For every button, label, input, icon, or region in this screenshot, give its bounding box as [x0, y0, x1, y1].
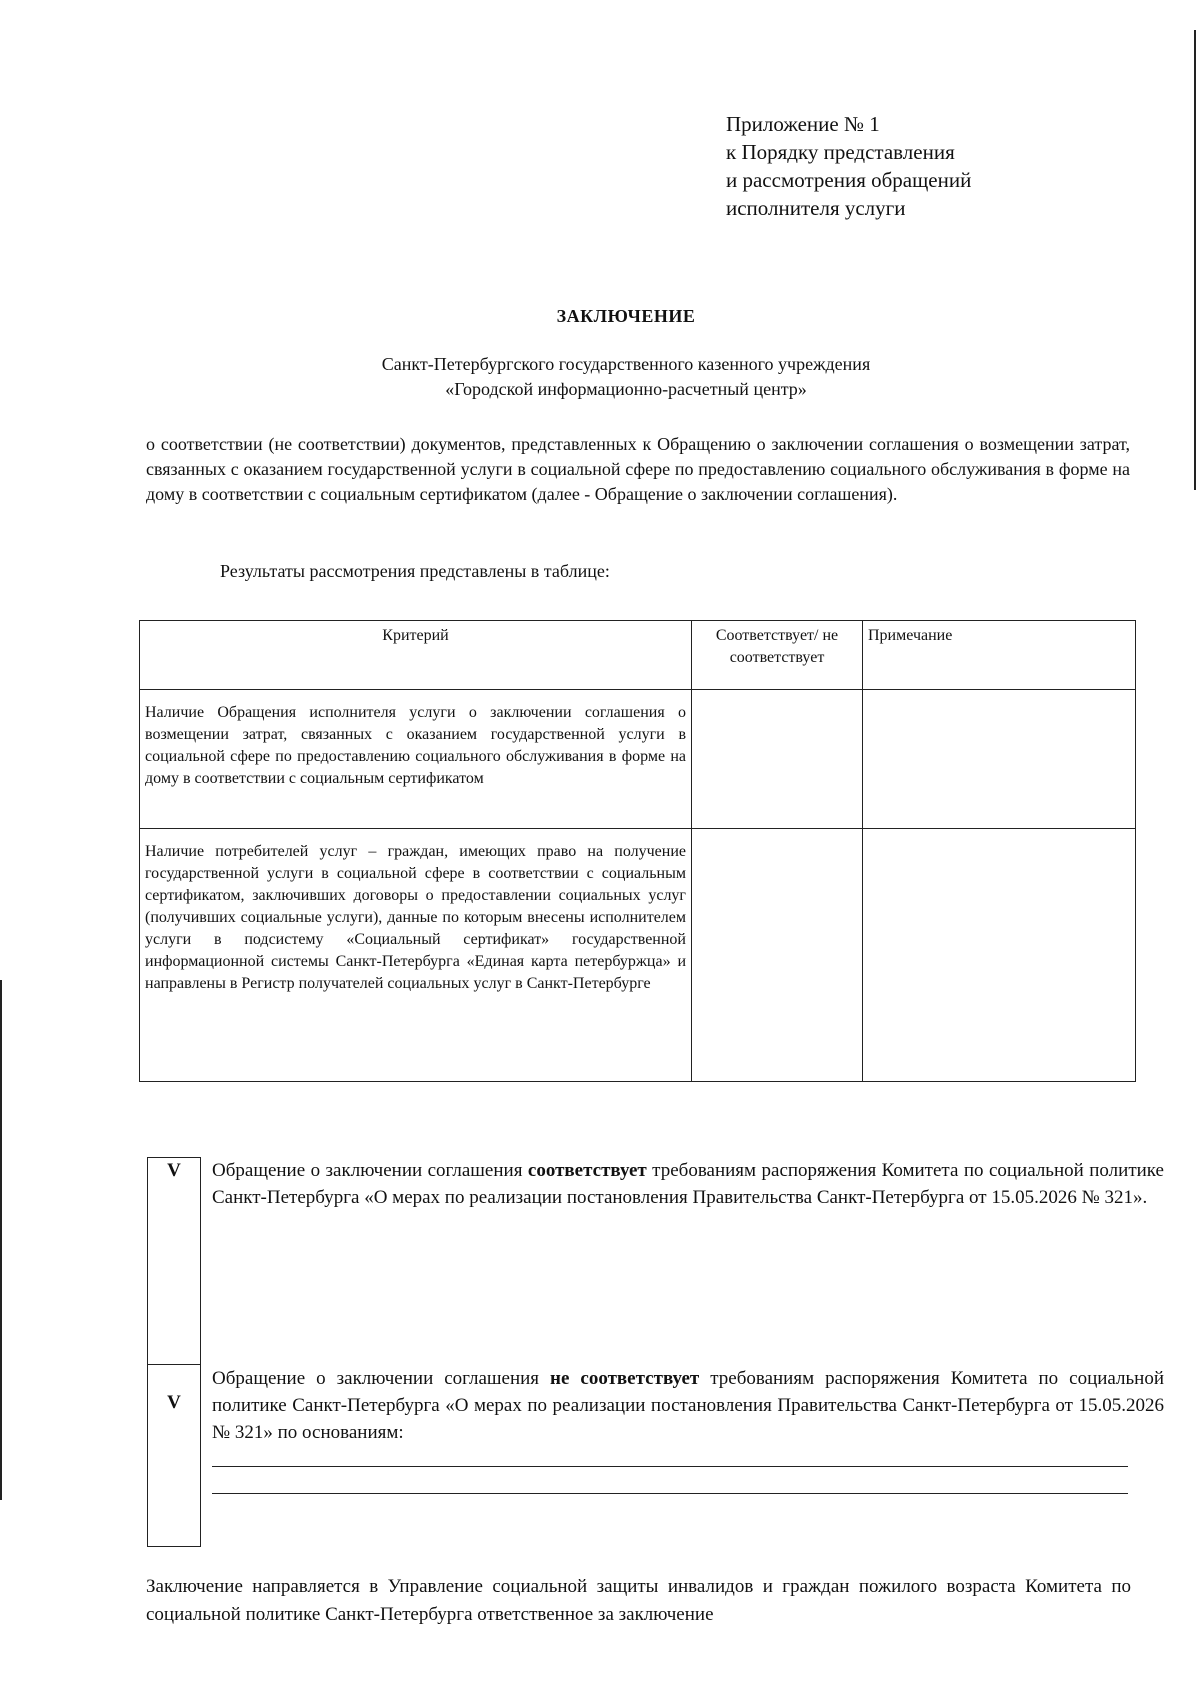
not-complies-conclusion: [212, 1365, 1164, 1446]
grounds-line[interactable]: [212, 1493, 1128, 1494]
header-complies: Соответствует/ не соответствует: [692, 621, 863, 690]
organization-name: [0, 352, 1200, 402]
scan-edge-left: [0, 980, 2, 1500]
complies-cell[interactable]: [692, 690, 863, 829]
conclusion-text: Обращение о заключении соглашения: [212, 1368, 551, 1389]
table-header-row: [140, 621, 1136, 690]
complies-checkbox[interactable]: V: [167, 1160, 181, 1181]
appendix-line: исполнителя услуги: [726, 196, 906, 220]
note-cell[interactable]: [863, 690, 1136, 829]
appendix-header: [726, 110, 971, 222]
appendix-line: и рассмотрения обращений: [726, 168, 972, 192]
conclusion-text: Обращение о заключении соглашения: [212, 1160, 528, 1181]
intro-paragraph: о соответствии (не соответствии) документов, представленных к Обращению о заключении соглашения о возмещении затрат, связанных с оказанием государственной услуги в социальной сфере по предоставлению социального обслуживания в форме на дому в соответствии с социальным сертификатом (далее - Обращение о заключении соглашения).: [146, 434, 1130, 504]
header-criterion: Критерий: [140, 621, 692, 690]
conclusion-emphasis: соответствует: [527, 1160, 647, 1181]
table-row: [140, 690, 1136, 829]
document-title: ЗАКЛЮЧЕНИЕ: [556, 306, 696, 326]
footer-paragraph: Заключение направляется в Управление социальной защиты инвалидов и граждан пожилого возраста Комитета по социальной политике Санкт-Петербурга ответственное за заключение: [146, 1576, 1131, 1625]
header-note: Примечание: [863, 621, 1136, 690]
criterion-cell: Наличие потребителей услуг – граждан, имеющих право на получение государственной услуги в социальной сфере в соответствии с социальным сертификатом, заключивших договоры о предоставлении социальных услуг (получивших социальные услуги), данные по которым внесены исполнителем услуги в подсистему «Социальный сертификат» государственной информационной системы Санкт-Петербурга «Единая карта петербуржца» и направлены в Регистр получателей социальных услуг в Санкт-Петербурге: [140, 829, 692, 1082]
checkbox-divider: [148, 1364, 200, 1365]
grounds-line[interactable]: [212, 1466, 1128, 1467]
organization-line-1: Санкт-Петербургского государственного казенного учреждения: [381, 354, 871, 374]
criteria-table: [139, 620, 1136, 1082]
conclusion-text: требованиям распоряжения Комитета по социальной политике Санкт-Петербурга «О мерах по реализации постановления Правительства Санкт-Петербурга от 15.05.2026 № 321» по основаниям:: [212, 1368, 1164, 1443]
conclusion-emphasis: не соответствует: [550, 1368, 700, 1389]
scan-edge-right: [1194, 30, 1196, 490]
not-complies-checkbox[interactable]: V: [167, 1392, 181, 1413]
conclusion-text: требованиям распоряжения Комитета по социальной политике Санкт-Петербурга «О мерах по реализации постановления Правительства Санкт-Петербурга от 15.05.2026 № 321».: [212, 1160, 1164, 1208]
complies-cell[interactable]: [692, 829, 863, 1082]
checkbox-strip: [147, 1157, 201, 1547]
complies-conclusion: [212, 1157, 1164, 1211]
appendix-line: к Порядку представления: [726, 140, 955, 164]
note-cell[interactable]: [863, 829, 1136, 1082]
organization-line-2: «Городской информационно-расчетный центр»: [445, 379, 807, 399]
appendix-line: Приложение № 1: [726, 112, 880, 136]
results-label: Результаты рассмотрения представлены в таблице:: [220, 561, 610, 581]
table-row: [140, 829, 1136, 1082]
criterion-cell: Наличие Обращения исполнителя услуги о заключении соглашения о возмещении затрат, связанных с оказанием государственной услуги в социальной сфере по предоставлению социального обслуживания в форме на дому в соответствии с социальным сертификатом: [140, 690, 692, 829]
